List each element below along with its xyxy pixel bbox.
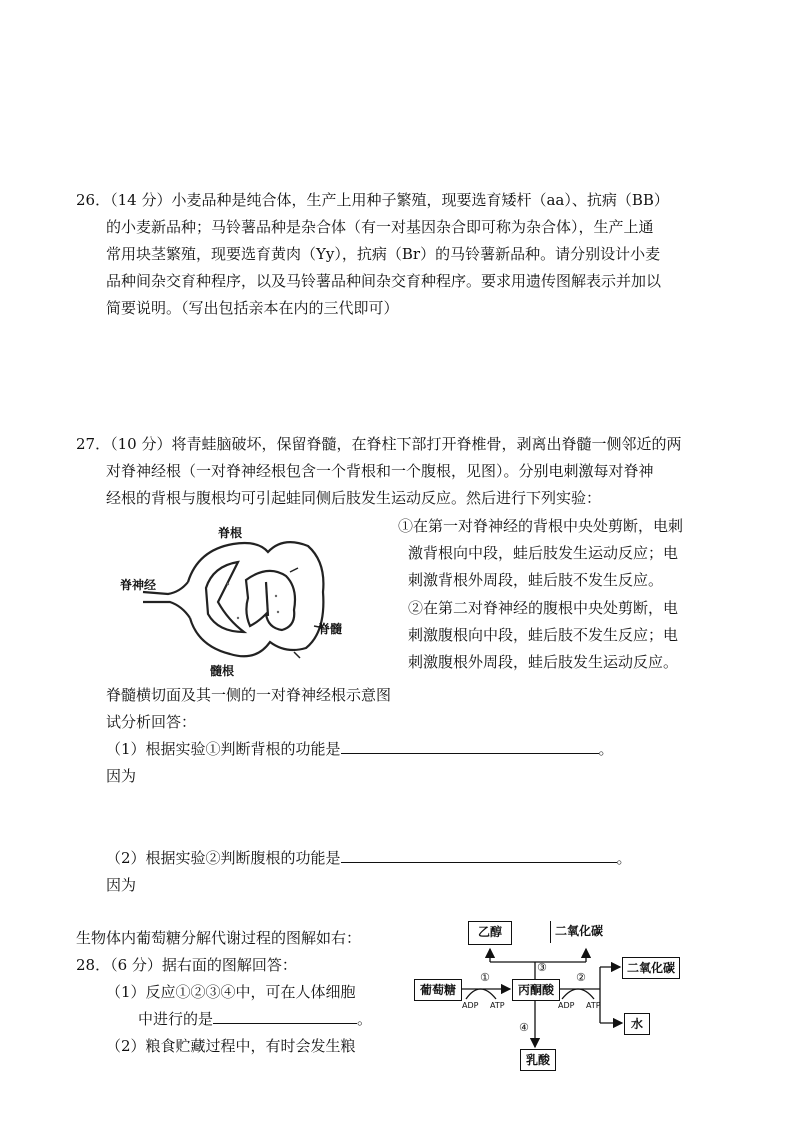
reaction-2-label: ②: [576, 971, 586, 984]
q27-exp-2c: 刺激腹根外周段，蛙后肢发生运动反应。: [408, 653, 679, 671]
q27-exp-1a: ①在第一对脊神经的背根中央处剪断，电刺: [398, 517, 684, 535]
q28-sub1-a: （1）反应①②③④中，可在人体细胞: [106, 983, 356, 1001]
q27-sub1-text: （1）根据实验①判断背根的功能是: [106, 740, 341, 758]
q27-exp-1c: 刺激背根外周段，蛙后肢不发生反应。: [408, 571, 664, 589]
q27-sub2-blank[interactable]: [341, 848, 617, 863]
q27-intro-2: 对脊神经根（一对脊神经根包含一个背根和一个腹根，见图）。分别电刺激每对脊神: [106, 462, 654, 480]
q27-because-2: 因为: [106, 876, 137, 894]
water-box: 水: [624, 1013, 650, 1035]
atp-label-2: ATP: [586, 1001, 601, 1010]
dorsal-root-label: 脊根: [218, 526, 243, 540]
q27-sub1-blank[interactable]: [341, 739, 599, 754]
adp-label-2: ADP: [558, 1001, 575, 1010]
q28-sub1-blank[interactable]: [213, 1009, 357, 1024]
spinal-cord-figure: [118, 522, 368, 682]
q26-line-3: 常用块茎繁殖，现要选育黄肉（Yy），抗病（Br）的马铃薯新品种。请分别设计小麦: [106, 245, 661, 263]
atp-label-1: ATP: [490, 1001, 505, 1010]
q28-sub1-end: 。: [357, 1010, 373, 1028]
q27-sub1: [106, 739, 614, 759]
spinal-cord-label: 脊髓: [318, 622, 343, 636]
q27-prompt: 试分析回答：: [106, 713, 197, 731]
ventral-root-label: 髓根: [210, 664, 235, 678]
reaction-3-label: ③: [537, 961, 547, 974]
glucose-box: 葡萄糖: [414, 979, 462, 1001]
glucose-metabolism-diagram: [410, 915, 690, 1075]
q27-sub2-text: （2）根据实验②判断腹根的功能是: [106, 849, 341, 867]
reaction-4-label: ④: [519, 1021, 529, 1034]
q27-exp-2a: ②在第二对脊神经的腹根中央处剪断，电: [408, 599, 679, 617]
co2-right-box: 二氧化碳: [622, 957, 680, 979]
q26-line-4: 品种间杂交育种程序，以及马铃薯品种间杂交育种程序。要求用遗传图解表示并加以: [106, 272, 662, 290]
adp-label-1: ADP: [462, 1001, 479, 1010]
q28-title: 28．（6 分）据右面的图解回答：: [76, 956, 297, 974]
pyruvate-box: 丙酮酸: [512, 979, 560, 1001]
spinal-nerve-label: 脊神经: [120, 578, 157, 592]
reaction-1-label: ①: [480, 971, 490, 984]
q26-line-1: 26．（14 分）小麦品种是纯合体，生产上用种子繁殖，现要选育矮杆（aa）、抗病（BB）: [76, 191, 669, 209]
spinal-cord-diagram: [118, 522, 368, 682]
q27-exp-2b: 刺激腹根向中段，蛙后肢不发生反应；电: [408, 626, 679, 644]
q27-intro-3: 经根的背根与腹根均可引起蛙同侧后肢发生运动反应。然后进行下列实验：: [106, 489, 602, 507]
q26-line-5: 简要说明。（写出包括亲本在内的三代即可）: [106, 299, 399, 317]
q27-sub2-end: 。: [616, 849, 632, 867]
q28-sub1-b: [138, 1009, 372, 1029]
q27-because-1: 因为: [106, 767, 137, 785]
q28-lead: 生物体内葡萄糖分解代谢过程的图解如右：: [76, 929, 362, 947]
ethanol-box: 乙醇: [468, 921, 512, 945]
co2-top-box: 二氧化碳: [550, 921, 615, 943]
q27-intro-1: 27．（10 分）将青蛙脑破坏，保留脊髓，在脊柱下部打开脊椎骨，剥离出脊髓一侧邻近的两: [76, 435, 682, 453]
q27-exp-1b: 激背根向中段，蛙后肢发生运动反应；电: [408, 544, 679, 562]
q28-sub1-text: 中进行的是: [138, 1010, 214, 1028]
q27-sub2: [106, 848, 632, 868]
q27-sub1-end: 。: [598, 740, 614, 758]
figure-caption: 脊髓横切面及其一侧的一对脊神经根示意图: [106, 686, 392, 704]
q28-sub2: （2）粮食贮藏过程中，有时会发生粮: [106, 1037, 356, 1055]
q26-line-2: 的小麦新品种；马铃薯品种是杂合体（有一对基因杂合即可称为杂合体），生产上通: [106, 218, 654, 236]
lactic-acid-box: 乳酸: [520, 1049, 556, 1071]
